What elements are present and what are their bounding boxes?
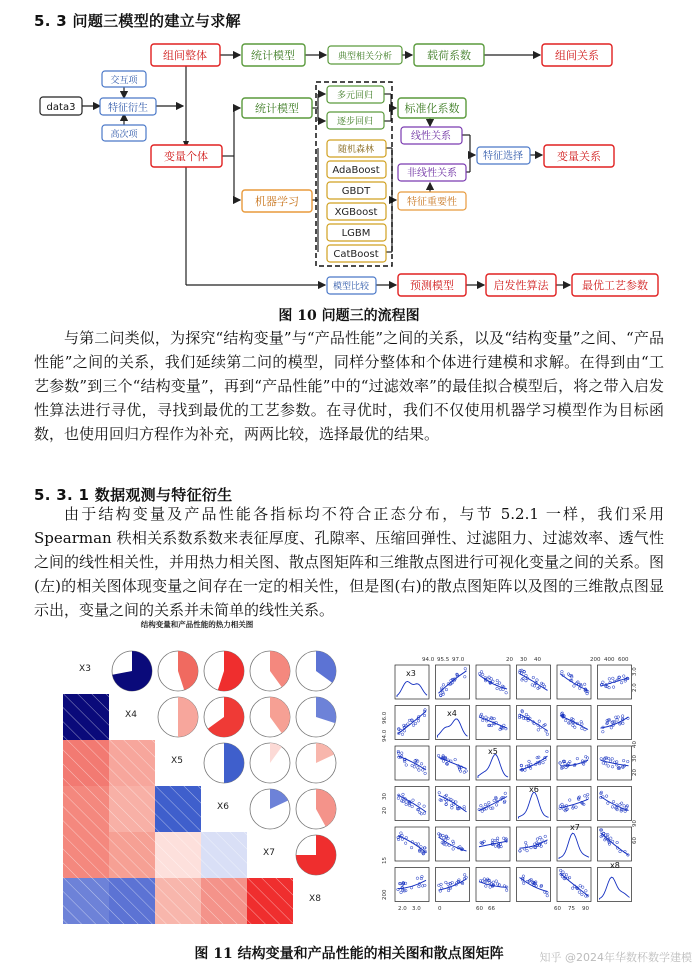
- svg-text:模型比较: 模型比较: [332, 282, 370, 292]
- scatter-bottom-tick: 0: [438, 906, 442, 912]
- heatmap-label-x4: X4: [125, 710, 137, 720]
- svg-text:载荷系数: 载荷系数: [427, 49, 471, 62]
- heatmap-cell-hatch: [63, 878, 109, 924]
- svg-text:非线性关系: 非线性关系: [407, 168, 457, 179]
- node-group-relation: [542, 44, 612, 66]
- heatmap-cell-hatch: [201, 878, 247, 924]
- svg-text:预测模型: 预测模型: [410, 279, 454, 292]
- fig11-caption: 图 11 结构变量和产品性能的相关图和散点图矩阵: [194, 946, 504, 962]
- node-stat-model-1: [242, 44, 305, 66]
- node-machine-learning: [242, 190, 312, 212]
- svg-text:逐步回归: 逐步回归: [336, 117, 374, 127]
- heatmap-cell-hatch: [155, 786, 201, 832]
- scatter-label-x3: x3: [406, 669, 416, 678]
- scatter-panel: [517, 746, 551, 780]
- scatter-bottom-tick: 3.0: [412, 906, 421, 912]
- svg-text:特征重要性: 特征重要性: [407, 197, 457, 208]
- svg-text:LGBM: LGBM: [341, 228, 371, 239]
- scatter-label-x7: x7: [570, 823, 580, 832]
- node-feature-importance: [398, 192, 466, 210]
- svg-text:组间整体: 组间整体: [163, 49, 207, 62]
- flowchart: [0, 0, 698, 305]
- heatmap-cell-hatch: [63, 832, 109, 878]
- scatter-panel: [395, 746, 429, 780]
- scatter-bottom-tick: 66: [488, 906, 495, 912]
- svg-text:交互项: 交互项: [110, 76, 138, 86]
- paragraph-2: 由于结构变量及产品性能各指标均不符合正态分布，与节 5.2.1 一样，我们采用 Spearman 秩相关系数系数来表征厚度、孔隙率、压缩回弹性、过滤阻力、过滤效率、透气性之间的线性相关性，并用热力相关图、散点图矩阵和三维散点图进行可视化变量之间的关系。图(左)的相关图体现变量之间存在一定的相关性，但是图(右)的散点图矩阵以及图的三维散点图显示出，变量之间的关系并未简单的线性关系。: [34, 505, 665, 619]
- scatter-left-tick: 94.0: [382, 729, 388, 742]
- svg-text:CatBoost: CatBoost: [333, 249, 379, 260]
- fig10-caption: 图 10 问题三的流程图: [278, 308, 420, 324]
- scatter-left-tick: 96.0: [382, 711, 388, 724]
- node-stepwise-regression: [327, 112, 384, 129]
- svg-text:机器学习: 机器学习: [255, 195, 299, 208]
- node-variable-individual: [151, 145, 222, 167]
- heatmap-cell-hatch: [109, 878, 155, 924]
- heatmap-cell-hatch: [109, 786, 155, 832]
- svg-text:组间关系: 组间关系: [555, 49, 599, 62]
- scatter-left-tick: 20: [382, 807, 388, 814]
- scatter-bottom-tick: 60: [476, 906, 483, 912]
- node-group-whole: [151, 44, 220, 66]
- svg-text:特征衍生: 特征衍生: [108, 103, 148, 114]
- node-stat-model-2: [242, 98, 312, 118]
- scatter-top-tick: 600: [618, 657, 629, 663]
- scatter-right-tick: 20: [632, 769, 638, 776]
- scatter-top-tick: 30: [520, 657, 527, 663]
- node-feature-select: [477, 147, 530, 164]
- scatter-left-tick: 30: [382, 793, 388, 800]
- node-variable-relation: [544, 145, 614, 167]
- scatter-bottom-tick: 60: [554, 906, 561, 912]
- scatter-bottom-tick: 75: [568, 906, 575, 912]
- heatmap-label-x3: X3: [79, 664, 91, 674]
- node-random-forest: [327, 140, 386, 157]
- heatmap-cell-hatch: [63, 694, 109, 740]
- paragraph-1: 与第二问类似，为探究“结构变量”与“产品性能”之间的关系，以及“结构变量”之间、“产品性能”之间的关系，我们延续第二问的模型，同样分整体和个体进行建模和求解。在得到由“工艺参数”到三个“结构变量”，再到“产品性能”中的“过滤效率”的最佳拟合模型后，将之带入启发性算法进行寻优，寻找到最优的工艺参数。在寻优时，我们不仅使用机器学习模型作为目标函数，也使用回归方程作为补充，两两比较，选择最优的结果。: [34, 329, 664, 443]
- svg-text:统计模型: 统计模型: [251, 49, 295, 62]
- scatter-top-tick: 20: [506, 657, 513, 663]
- scatter-bottom-tick: 90: [582, 906, 589, 912]
- heatmap-cell-hatch: [155, 878, 201, 924]
- node-heuristic: [486, 274, 556, 296]
- svg-text:变量关系: 变量关系: [557, 150, 601, 163]
- node-model-compare: [327, 277, 376, 294]
- svg-text:线性关系: 线性关系: [411, 131, 451, 142]
- svg-text:特征选择: 特征选择: [483, 151, 523, 162]
- svg-text:高次项: 高次项: [110, 130, 138, 140]
- scatter-label-x8: x8: [610, 861, 620, 870]
- scatter-left-tick: 15: [382, 857, 388, 864]
- scatter-bottom-tick: 2.0: [398, 906, 407, 912]
- node-adaboost: [327, 161, 386, 178]
- node-loading-coef: [414, 44, 484, 66]
- svg-text:变量个体: 变量个体: [164, 150, 208, 163]
- scatter-top-tick: 97.0: [452, 657, 465, 663]
- scatter-left-tick: 200: [382, 889, 388, 900]
- svg-text:多元回归: 多元回归: [336, 91, 374, 101]
- node-typical-corr: [328, 46, 402, 64]
- svg-text:XGBoost: XGBoost: [334, 207, 378, 218]
- scatter-right-tick: 30: [632, 755, 638, 762]
- svg-text:统计模型: 统计模型: [255, 102, 299, 115]
- heatmap-cell-hatch: [201, 832, 247, 878]
- scatter-top-tick: 200: [590, 657, 601, 663]
- heatmap-cell-hatch: [247, 878, 293, 924]
- svg-text:AdaBoost: AdaBoost: [332, 165, 380, 176]
- scatter-right-tick: 2.0: [632, 683, 638, 692]
- svg-text:随机森林: 随机森林: [337, 145, 375, 155]
- svg-text:最优工艺参数: 最优工艺参数: [582, 279, 648, 292]
- node-nonlinear-relation: [398, 164, 466, 181]
- node-prediction-model: [398, 274, 466, 296]
- scatter-top-tick: 95.5: [437, 657, 450, 663]
- heatmap-cell-hatch: [155, 832, 201, 878]
- scatter-right-tick: 3.0: [632, 667, 638, 676]
- scatter-right-tick: 90: [632, 820, 638, 827]
- scatter-panel: [476, 665, 510, 699]
- node-data3: [40, 97, 82, 115]
- heatmap-label-x7: X7: [263, 848, 275, 858]
- heatmap-cell-hatch: [63, 740, 109, 786]
- scatter-panel: [557, 787, 591, 821]
- node-xgboost: [327, 203, 386, 220]
- svg-text:典型相关分析: 典型相关分析: [337, 52, 393, 62]
- node-catboost: [327, 245, 386, 262]
- scatter-label-x4: x4: [447, 709, 457, 718]
- scatter-panel: [436, 868, 470, 902]
- scatter-right-tick: 60: [632, 837, 638, 844]
- scatter-panel: [598, 746, 632, 780]
- node-standard-coef: [398, 98, 466, 118]
- scatter-label-x6: x6: [529, 785, 539, 794]
- node-interaction: [102, 71, 146, 87]
- section-heading: 5. 3 问题三模型的建立与求解: [34, 12, 241, 30]
- heatmap-cell-hatch: [109, 740, 155, 786]
- svg-text:标准化系数: 标准化系数: [404, 102, 460, 115]
- scatter-panel: [598, 706, 632, 740]
- node-feature-derive: [100, 98, 156, 115]
- svg-text:GBDT: GBDT: [341, 186, 371, 197]
- scatter-top-tick: 400: [604, 657, 615, 663]
- node-gbdt: [327, 182, 386, 199]
- heatmap-cell-hatch: [109, 832, 155, 878]
- correlation-heatmap: [55, 615, 340, 930]
- svg-text:data3: data3: [46, 102, 76, 113]
- scatter-top-tick: 40: [534, 657, 541, 663]
- node-optimal-params: [572, 274, 658, 296]
- scatter-label-x5: x5: [488, 747, 498, 756]
- node-lgbm: [327, 224, 386, 241]
- heatmap-title: 结构变量和产品性能的热力相关图: [140, 620, 254, 629]
- scatter-top-tick: 94.0: [422, 657, 435, 663]
- scatter-matrix: [378, 652, 640, 912]
- heatmap-label-x6: X6: [217, 802, 229, 812]
- heatmap-label-x8: X8: [309, 894, 321, 904]
- heatmap-label-x5: X5: [171, 756, 183, 766]
- subsection-heading: 5. 3. 1 数据观测与特征衍生: [34, 486, 233, 504]
- scatter-panel: [395, 787, 429, 821]
- scatter-right-tick: 40: [632, 741, 638, 748]
- svg-text:启发性算法: 启发性算法: [493, 279, 549, 292]
- node-multi-regression: [327, 86, 384, 103]
- scatter-panel: [557, 746, 591, 780]
- scatter-panel: [598, 827, 632, 861]
- node-linear-relation: [401, 127, 462, 144]
- heatmap-cell-hatch: [63, 786, 109, 832]
- node-high-order: [102, 125, 146, 141]
- watermark: 知乎 @2024年华数杯数学建模: [539, 951, 692, 964]
